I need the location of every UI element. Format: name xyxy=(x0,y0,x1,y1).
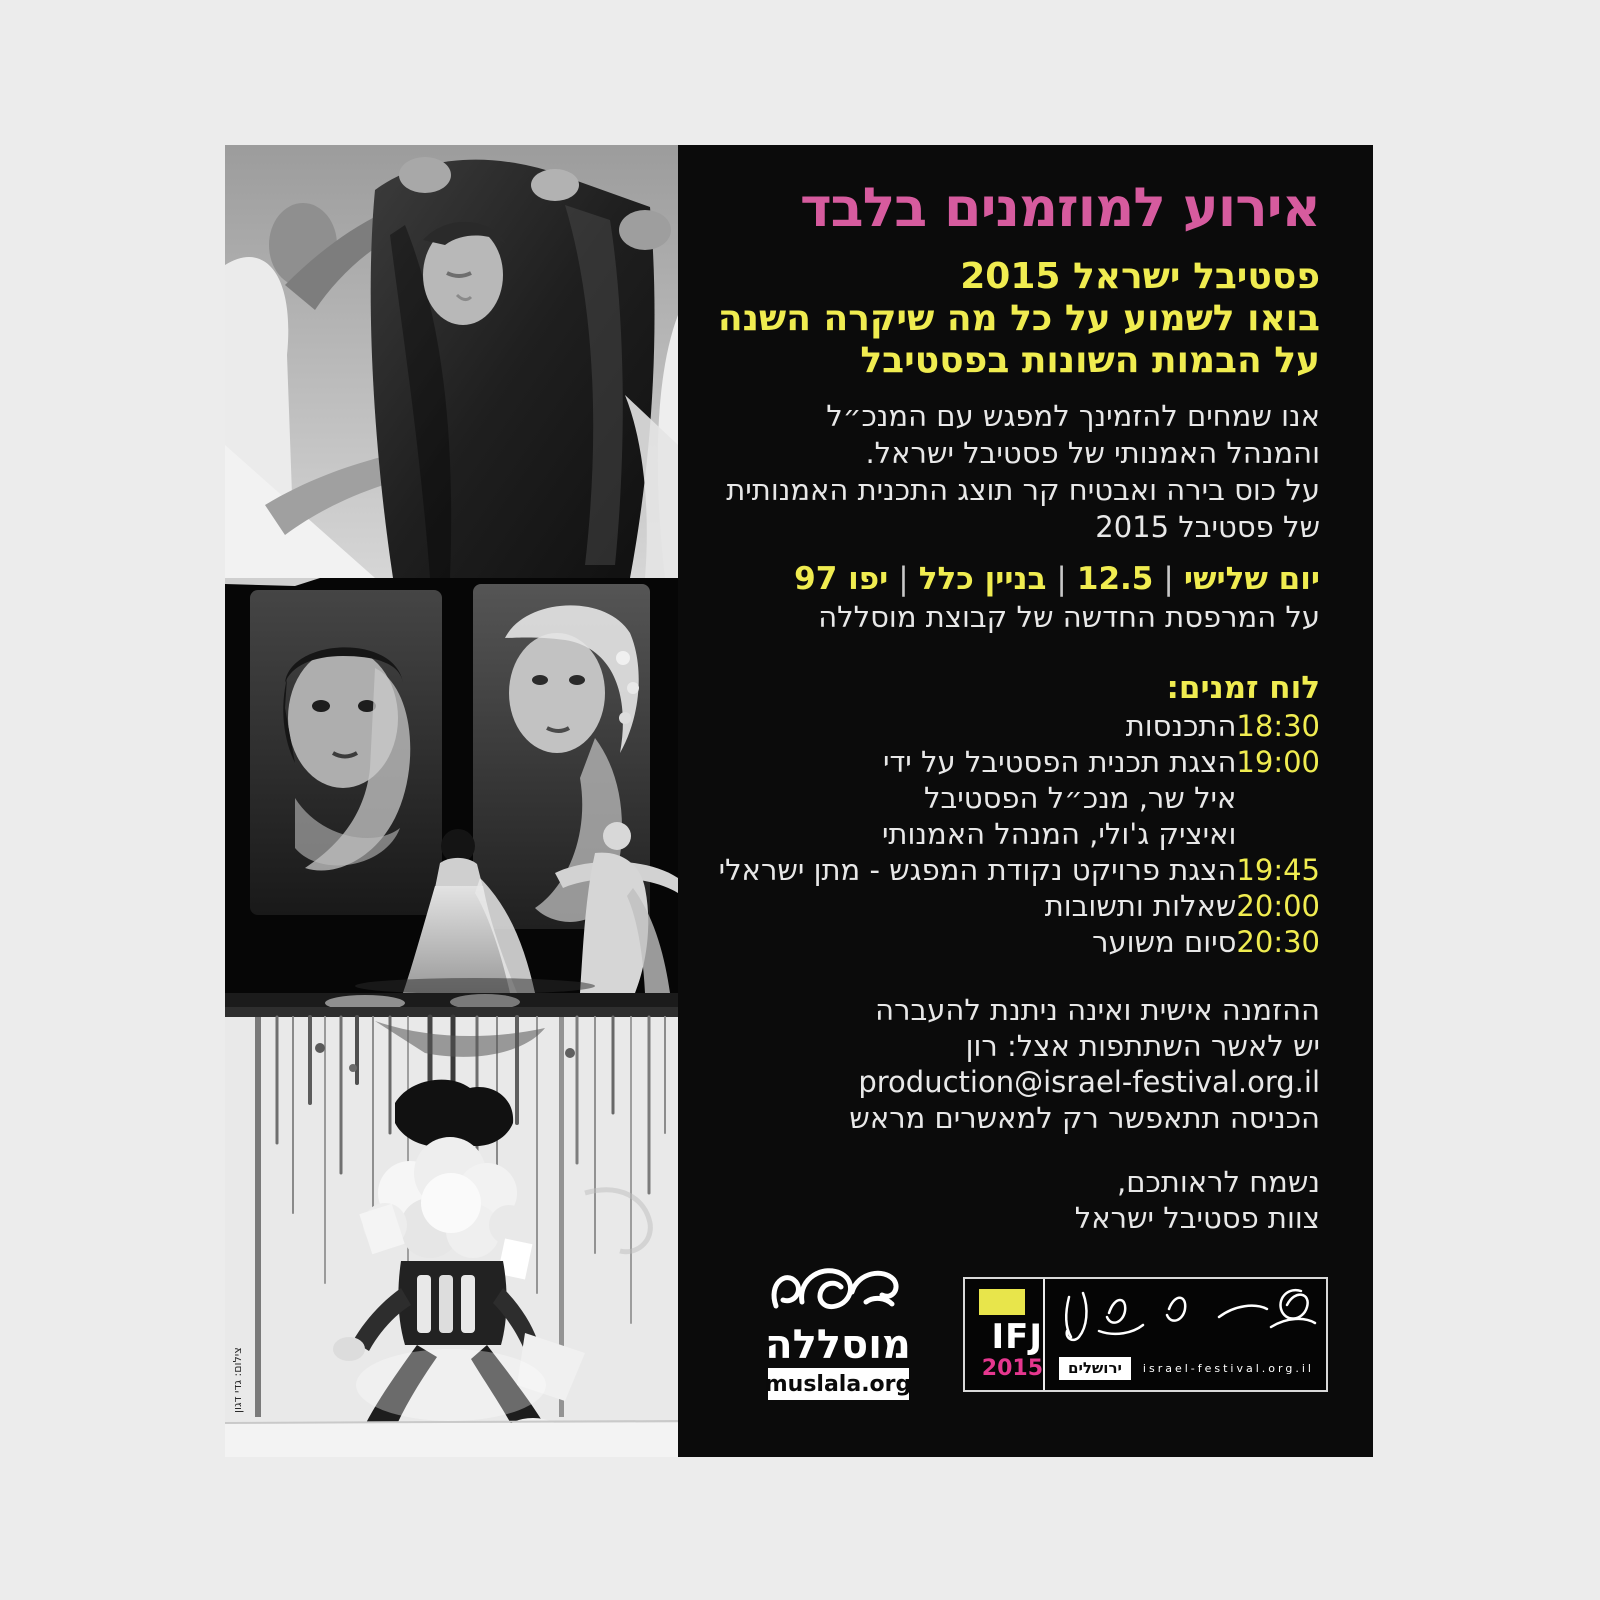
muslala-logo xyxy=(766,1262,911,1402)
rsvp-line: הכניסה תתאפשר רק למאשרים מראש xyxy=(849,1101,1320,1135)
schedule-time: 19:45 xyxy=(1236,853,1320,887)
muslala-url: muslala.org xyxy=(766,1372,911,1397)
rsvp-line: ההזמנה אישית ואינה ניתנת להעברה xyxy=(875,993,1320,1027)
photo-cloth-draping xyxy=(225,145,678,578)
right-banner-face xyxy=(509,633,605,753)
rsvp-email: production@israel-festival.org.il xyxy=(858,1065,1320,1099)
schedule-activity: איל שר, מנכ״ל הפסטיבל xyxy=(924,781,1237,815)
muslala-flourish xyxy=(774,1271,896,1307)
intro-block xyxy=(718,398,1320,546)
lace-dot-1 xyxy=(616,651,630,665)
rsvp-line: יש לאשר השתתפות אצל: רון xyxy=(965,1029,1320,1063)
schedule-activity: ואיציק ג'ולי, המנהל האמנותי xyxy=(881,817,1237,851)
left-face-eye-right xyxy=(312,700,330,712)
headline: אירוע למוזמנים בלבד xyxy=(799,176,1320,239)
photo-dripping-wall xyxy=(225,993,678,1457)
schedule-title: לוח זמנים: xyxy=(1166,670,1320,706)
schedule-activity: סיום משוער xyxy=(1092,925,1237,959)
ifj-yellow-mark xyxy=(979,1289,1025,1315)
ifj-left-cell xyxy=(965,1279,1043,1390)
schedule-row xyxy=(718,852,1320,888)
schedule-row xyxy=(718,708,1320,744)
splatter-dot-2 xyxy=(349,1064,357,1072)
vest-slat-1 xyxy=(417,1275,431,1333)
left-post xyxy=(255,1017,261,1417)
lace-dot-3 xyxy=(619,712,631,724)
intro-line: והמנהל האמנותי של פסטיבל ישראל. xyxy=(865,436,1320,470)
venue-day: יום שלישי xyxy=(1183,561,1320,597)
vest-slat-3 xyxy=(461,1275,475,1333)
floor-strip xyxy=(225,1423,678,1457)
photo-credit: צילום: גדי דגון xyxy=(231,1347,244,1413)
venue-separator: | xyxy=(1056,561,1067,597)
schedule-activity: הצגת פרויקט נקודת המפגש - מתן ישראלי xyxy=(718,853,1237,887)
rsvp-block xyxy=(718,992,1320,1136)
schedule-time: 20:00 xyxy=(1236,889,1320,923)
ifj-bottom-row xyxy=(1059,1357,1314,1380)
right-face-eye-right xyxy=(532,675,548,685)
vest-slat-2 xyxy=(439,1275,453,1333)
closing-block xyxy=(718,1164,1320,1236)
venue-building: בניין כלל xyxy=(918,561,1047,597)
venue-street: יפו 97 xyxy=(794,561,889,597)
splatter-dot-1 xyxy=(315,1043,325,1053)
flyer-content xyxy=(225,145,1373,1457)
schedule-activity: הצגת תכנית הפסטיבל על ידי xyxy=(882,745,1237,779)
muslala-hebrew-name: מוסללה xyxy=(766,1322,911,1368)
festival-url: israel-festival.org.il xyxy=(1142,1362,1314,1375)
schedule xyxy=(718,708,1320,960)
schedule-row xyxy=(718,924,1320,960)
schedule-time: 20:30 xyxy=(1236,925,1320,959)
ifj-acronym: IFJ xyxy=(991,1317,1043,1357)
ifj-right-cell xyxy=(1045,1279,1326,1390)
splatter-dot-3 xyxy=(565,1048,575,1058)
subtitle-line: פסטיבל ישראל 2015 xyxy=(960,256,1320,297)
hand-top-right xyxy=(619,210,671,250)
dancer2-head xyxy=(603,822,631,850)
closing-line: צוות פסטיבל ישראל xyxy=(1074,1201,1320,1235)
intro-line: אנו שמחים להזמינך למפגש עם המנכ״ל xyxy=(826,399,1320,433)
photo-column xyxy=(225,145,678,1457)
subtitle-line: על הבמות השונות בפסטיבל xyxy=(860,340,1320,381)
israel-festival-logo xyxy=(963,1277,1328,1392)
intro-line: של פסטיבל 2015 xyxy=(1095,510,1320,544)
schedule-activity: שאלות ותשובות xyxy=(1044,889,1237,923)
festival-signature xyxy=(1066,1290,1315,1340)
subtitle-block xyxy=(718,256,1320,382)
ifj-year: 2015 xyxy=(981,1356,1043,1381)
subtitle-line: בואו לשמוע על כל מה שיקרה השנה xyxy=(717,298,1320,339)
venue-separator: | xyxy=(1163,561,1174,597)
schedule-row xyxy=(718,744,1320,852)
hand-top-center xyxy=(531,169,579,201)
venue-line xyxy=(718,560,1320,598)
hand-top-left xyxy=(399,157,451,193)
dust-cloud xyxy=(356,1349,546,1421)
schedule-row xyxy=(718,888,1320,924)
closing-line: נשמח לראותכם, xyxy=(1116,1165,1320,1199)
intro-line: על כוס בירה ואבטיח קר תוצג התכנית האמנותית xyxy=(726,473,1320,507)
venue-date: 12.5 xyxy=(1076,561,1154,597)
venue-separator: | xyxy=(898,561,909,597)
schedule-time: 18:30 xyxy=(1236,709,1320,743)
text-panel xyxy=(678,145,1373,1457)
venue-location-line: על המרפסת החדשה של קבוצת מוסללה xyxy=(818,600,1320,634)
jerusalem-badge: ירושלים xyxy=(1059,1357,1131,1380)
schedule-activity: התכנסות xyxy=(1125,709,1237,743)
right-face-eye-left xyxy=(569,675,585,685)
schedule-time: 19:00 xyxy=(1236,745,1320,779)
performer-left-hand xyxy=(333,1337,365,1361)
lace-dot-2 xyxy=(627,682,639,694)
photo-stage-banners xyxy=(225,578,678,993)
